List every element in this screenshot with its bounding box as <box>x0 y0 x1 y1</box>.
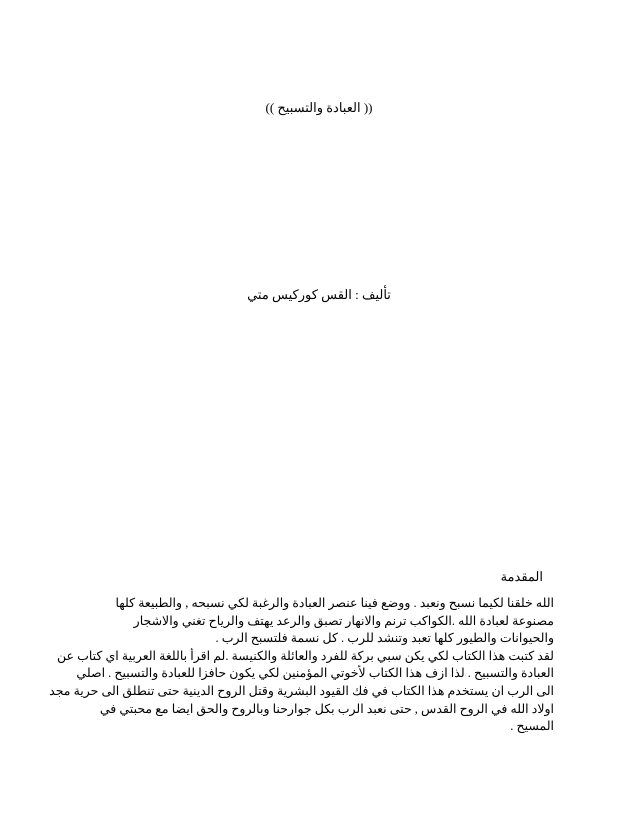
body-line-1: الله خلقنا لكيما نسبح ونعبد . ووضع فينا عنصر العبادة والرغبة لكي نسبحه , والطبيعة كلها <box>115 596 554 610</box>
body-line-4: لقد كتبت هذا الكتاب لكي يكن سبي بركة للفرد والعائلة والكنيسة .لم اقرأ باللغة العربية اي كتاب عن <box>56 648 554 663</box>
body-line-2: مصنوعة لعبادة الله .الكواكب ترنم والانهار تصبق والرعد يهتف والرياح تغني والاشجار <box>133 613 554 628</box>
body-line-5: العبادة والتسبيح . لذا ازف هذا الكتاب لأخوتي المؤمنين لكي يكون حافزا للعبادة والتسبيح . اصلي <box>76 666 554 681</box>
body-line-8: المسيح . <box>510 719 554 734</box>
body-line-6: الى الرب ان يستخدم هذا الكتاب في فك القيود البشرية وقتل الروح الدينية حتى تنطلق الى حرية مجد <box>49 683 554 698</box>
body-line-7: اولاد الله في الروح القدس , حتى نعبد الرب بكل جوارحنا وبالروح والحق ايضا مع محبتي في <box>99 701 554 716</box>
introduction-body <box>34 595 554 736</box>
body-line-3: والحيوانات والطيور كلها تعبد وتنشد للرب . كل نسمة فلتسبح الرب . <box>215 631 554 646</box>
author-line: تأليف : القس كوركيس متي <box>247 287 391 302</box>
introduction-heading: المقدمة <box>500 569 543 584</box>
document-title: (( العبادة والتسبيح )) <box>265 100 373 115</box>
